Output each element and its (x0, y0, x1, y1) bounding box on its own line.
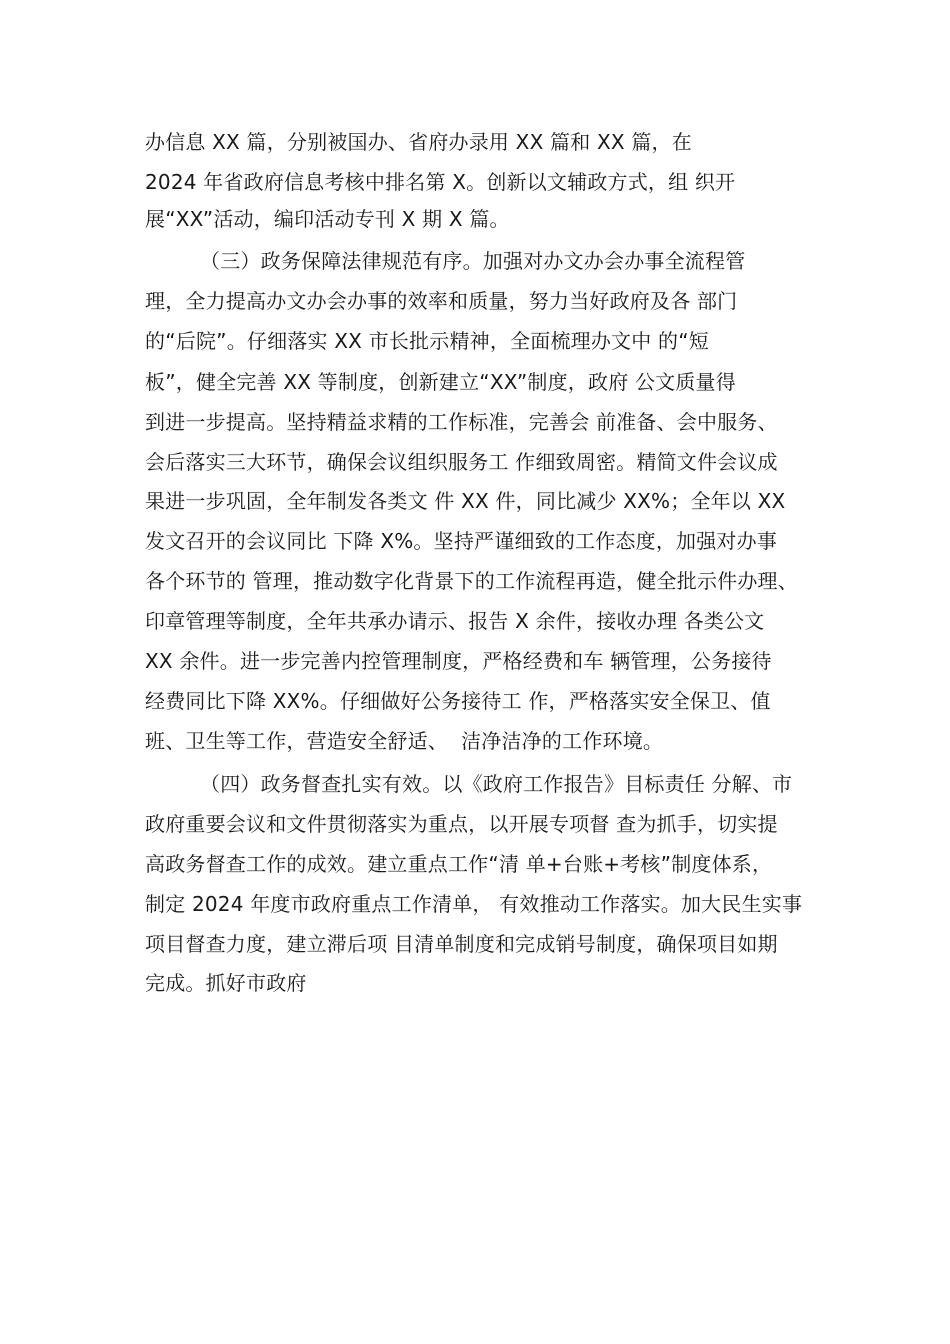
text-line-6: 的“后院”。仔细落实 XX 市长批示精神，全面梳理办文中 的“短 (145, 329, 709, 353)
section-3-heading-line: （三）政务保障法律规范有序。加强对办文办会办事全流程管 (200, 249, 746, 273)
text-line-8: 到进一步提高。坚持精益求精的工作标准，完善会 前准备、会中服务、 (145, 410, 778, 434)
text-line-19: 高政务督查工作的成效。建立重点工作“清 单+台账+考核”制度体系， (145, 852, 773, 876)
text-line-13: 印章管理等制度，全年共承办请示、报告 X 余件，接收办理 各类公文 (145, 609, 765, 633)
section-4-heading-line: （四）政务督查扎实有效。以《政府工作报告》目标责任 分解、市 (200, 772, 793, 796)
text-line-1: 办信息 XX 篇，分别被国办、省府办录用 XX 篇和 XX 篇，在 (145, 130, 692, 154)
text-line-21: 项目督查力度，建立滞后项 目清单制度和完成销号制度，确保项目如期 (145, 932, 778, 956)
text-line-10: 果进一步巩固，全年制发各类文 件 XX 件，同比减少 XX%；全年以 XX (145, 489, 786, 513)
text-line-16: 班、卫生等工作，营造安全舒适、 洁净洁净的工作环境。 (145, 729, 664, 753)
text-line-7: 板”，健全完善 XX 等制度，创新建立“XX”制度，政府 公文质量得 (145, 370, 736, 394)
text-line-18: 政府重要会议和文件贯彻落实为重点，以开展专项督 查为抓手，切实提 (145, 812, 778, 836)
text-line-14: XX 余件。进一步完善内控管理制度，严格经费和车 辆管理，公务接待 (145, 649, 772, 673)
text-line-2: 2024 年省政府信息考核中排名第 X。创新以文辅政方式，组 织开 (145, 170, 736, 194)
text-line-15: 经费同比下降 XX%。仔细做好公务接待工 作，严格落实安全保卫、值 (145, 689, 771, 713)
text-line-5: 理，全力提高办文办会办事的效率和质量，努力当好政府及各 部门 (145, 289, 738, 313)
text-line-12: 各个环节的 管理，推动数字化背景下的工作流程再造，健全批示件办理、 (145, 569, 798, 593)
text-line-22: 完成。抓好市政府 (145, 971, 307, 995)
text-line-9: 会后落实三大环节，确保会议组织服务工 作细致周密。精简文件会议成 (145, 450, 778, 474)
text-line-20: 制定 2024 年度市政府重点工作清单， 有效推动工作落实。加大民生实事 (145, 892, 803, 916)
text-line-11: 发文召开的会议同比 下降 X%。坚持严谨细致的工作态度，加强对办事 (145, 529, 778, 553)
text-line-3: 展“XX”活动，编印活动专刊 X 期 X 篇。 (145, 207, 510, 231)
